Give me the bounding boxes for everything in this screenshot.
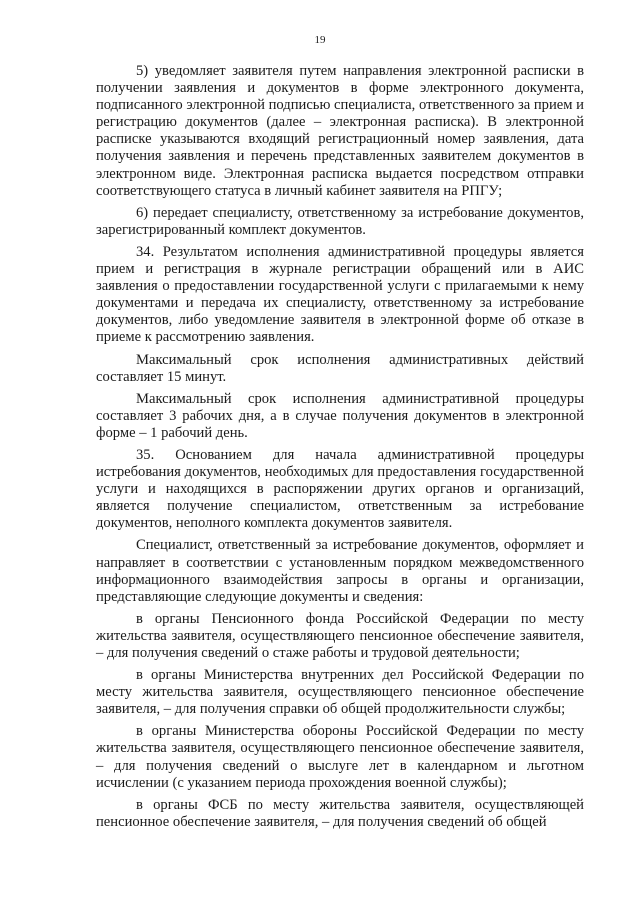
list-item-fsb: в органы ФСБ по месту жительства заявителя, осуществляющей пенсионное обеспечение заявителя, – для получения сведений об общей (96, 796, 584, 830)
paragraph-notify-applicant: 5) уведомляет заявителя путем направления электронной расписки в получении заявления и документов в форме электронного документа, подписанного электронной подписью специалиста, ответственного за прием и регистрацию документов (далее – электронная расписка). В электронной расписке указываются входящий регистрационный номер заявления, дата получения заявления и перечень представленных заявителем документов в электронном виде. Электронная расписка выдается посредством отправки соответствующего статуса в личный кабинет заявителя на РПГУ; (96, 63, 584, 199)
paragraph-35-grounds: 35. Основанием для начала административной процедуры истребования документов, необходимых для предоставления государственной услуги и находящихся в распоряжении других органов и организаций, является получение специалистом, ответственным за истребование документов, неполного комплекта документов заявителя. (96, 446, 584, 532)
list-item-pension-fund: в органы Пенсионного фонда Российской Федерации по месту жительства заявителя, осуществляющего пенсионное обеспечение заявителя, – для получения сведений о стаже работы и трудовой деятельности; (96, 610, 584, 661)
document-body (96, 63, 584, 831)
paragraph-specialist-requests: Специалист, ответственный за истребование документов, оформляет и направляет в соответствии с установленным порядком межведомственного информационного взаимодействия запросы в органы и организации, представляющие следующие документы и сведения: (96, 537, 584, 605)
list-item-defense-ministry: в органы Министерства обороны Российской Федерации по месту жительства заявителя, осуществляющего пенсионное обеспечение заявителя, – для получения сведений о выслуге лет в календарном и льготном исчислении (с указанием периода прохождения военной службы); (96, 723, 584, 791)
paragraph-transfer-documents: 6) передает специалисту, ответственному за истребование документов, зарегистрированный комплект документов. (96, 204, 584, 238)
paragraph-max-procedure-time: Максимальный срок исполнения административной процедуры составляет 3 рабочих дня, а в случае получения документов в электронной форме – 1 рабочий день. (96, 390, 584, 441)
paragraph-max-action-time: Максимальный срок исполнения административных действий составляет 15 минут. (96, 351, 584, 385)
list-item-interior-ministry: в органы Министерства внутренних дел Российской Федерации по месту жительства заявителя, осуществляющего пенсионное обеспечение заявителя, – для получения справки об общей продолжительности службы; (96, 667, 584, 718)
paragraph-34-result: 34. Результатом исполнения административной процедуры является прием и регистрация в журнале регистрации обращений или в АИС заявления о предоставлении государственной услуги с прилагаемыми к нему документами и передача их специалисту, ответственному за истребование документов, либо уведомление заявителя в электронной форме об отказе в приеме к рассмотрению заявления. (96, 243, 584, 346)
page-number: 19 (314, 34, 326, 46)
